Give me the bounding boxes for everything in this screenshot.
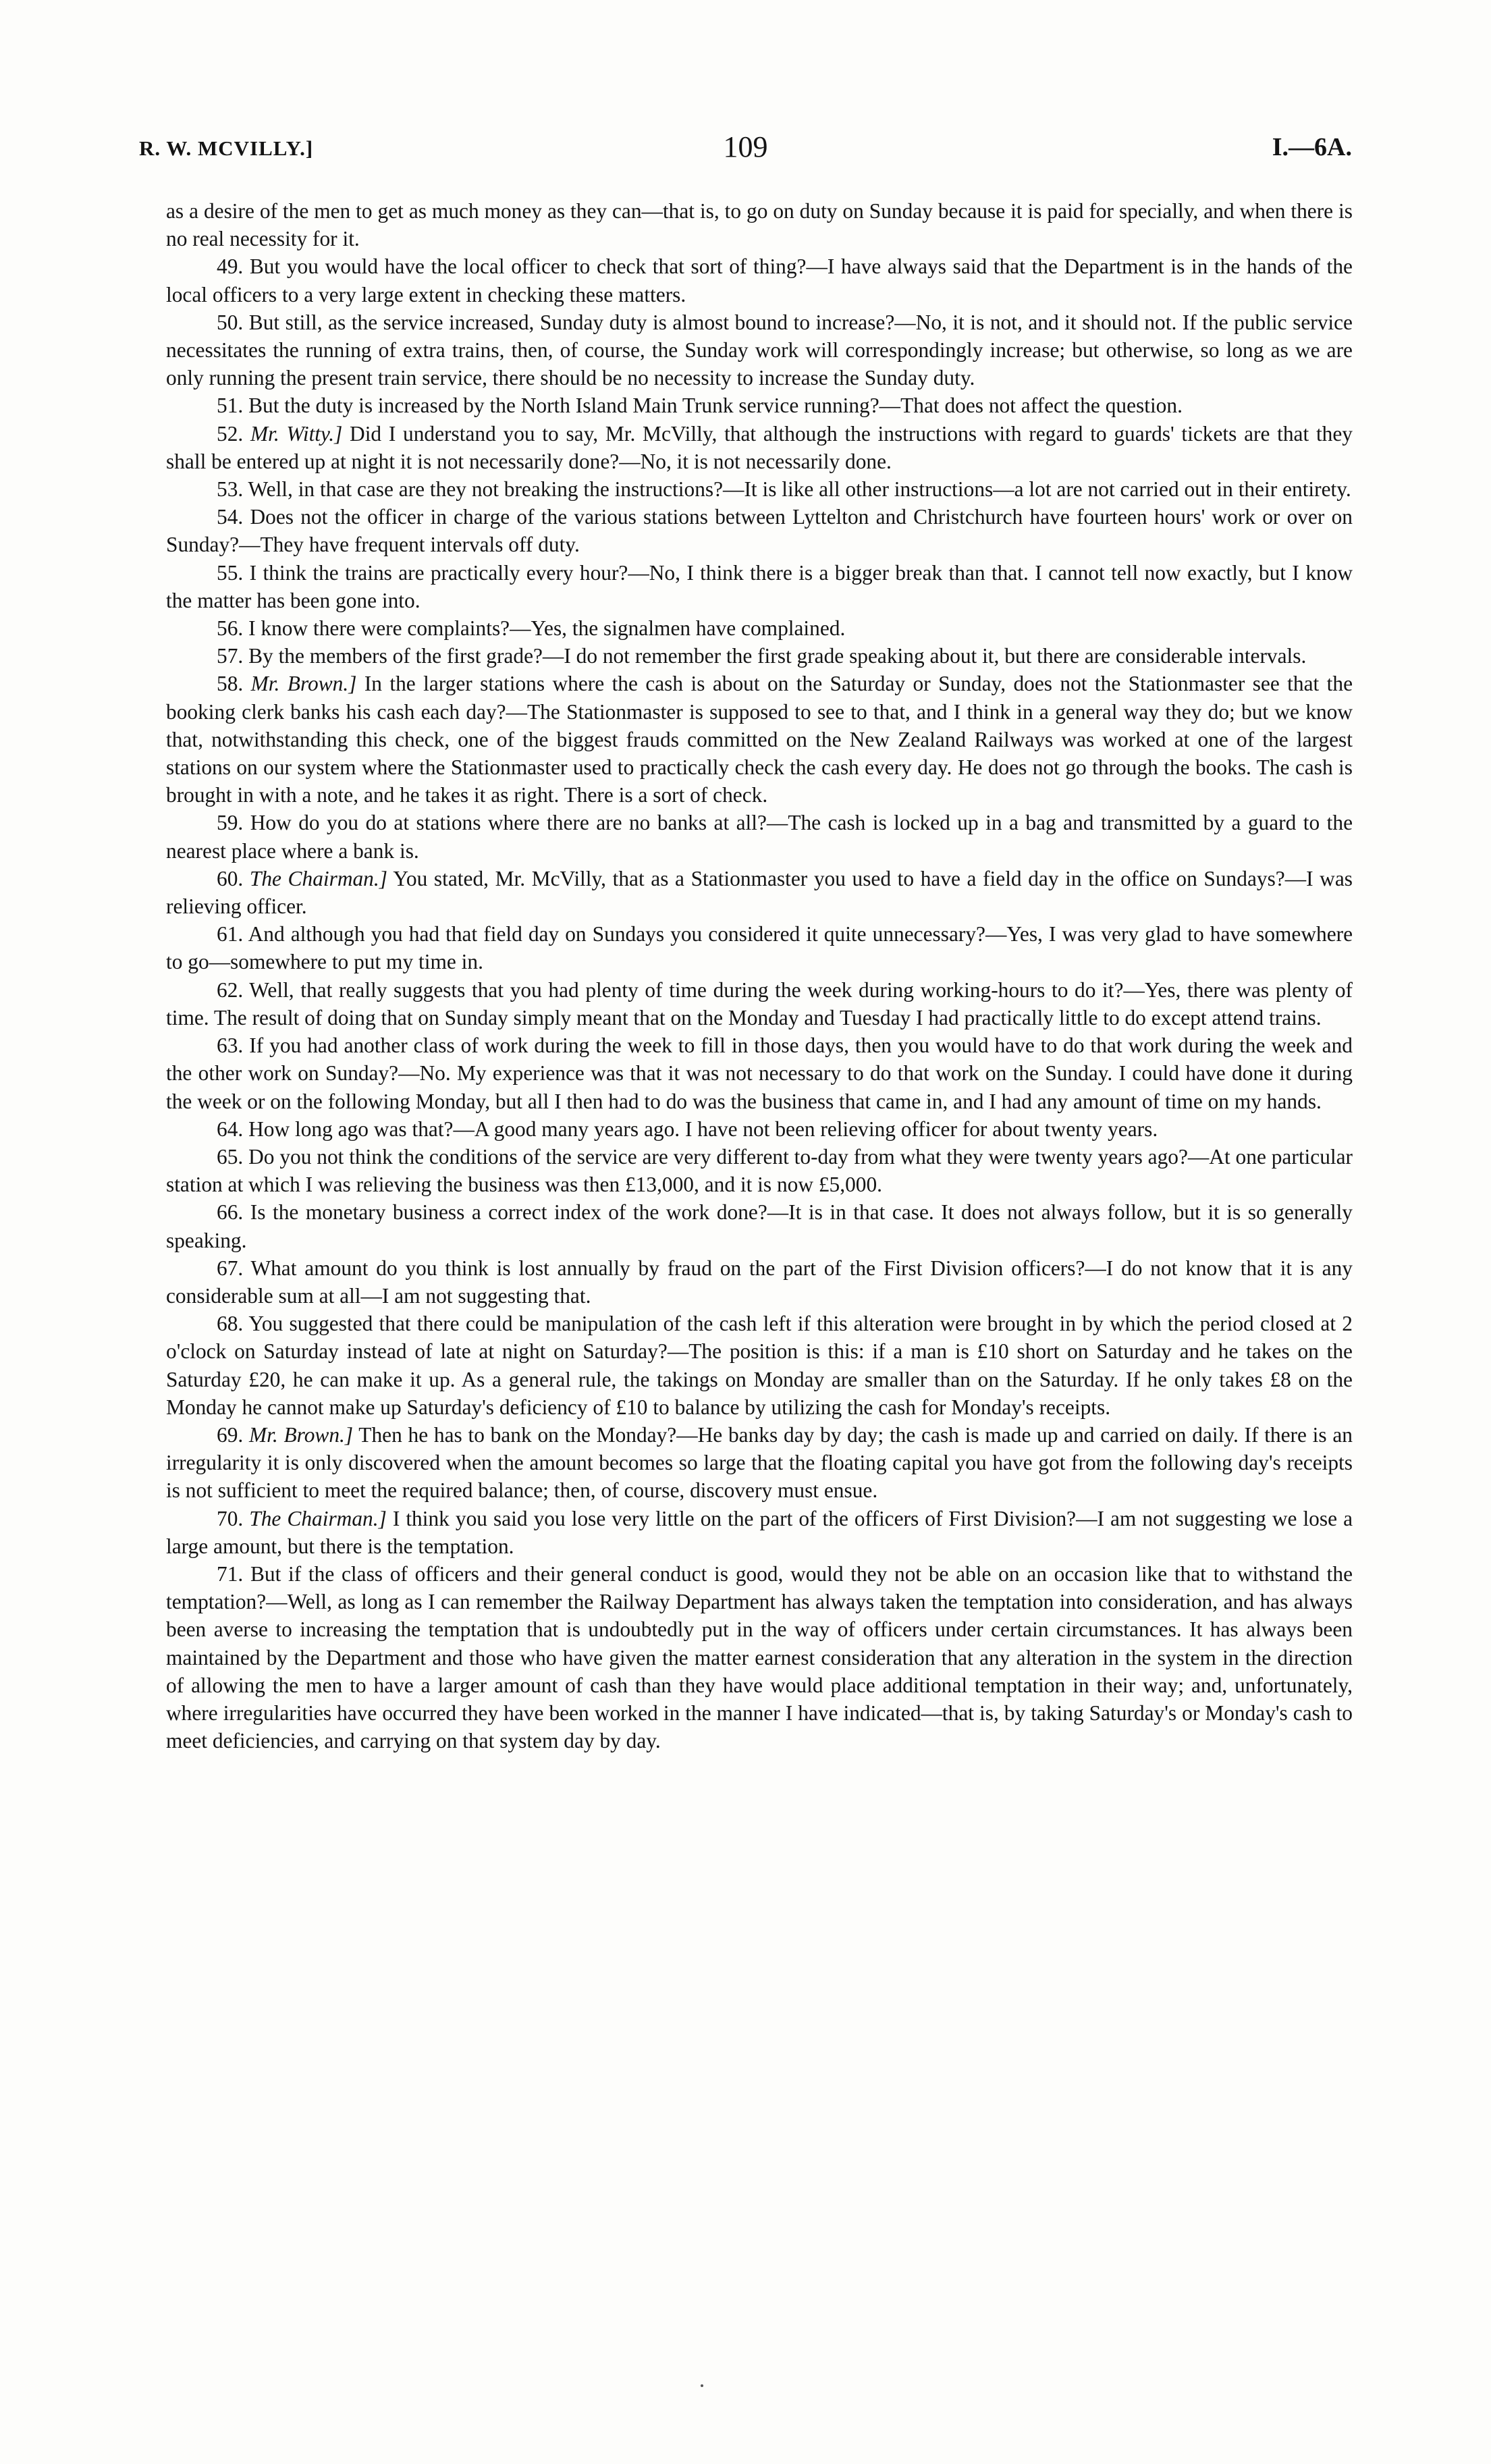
paragraph: 53. Well, in that case are they not breaking the instructions?—It is like all other instructions—a lot are not carried out in their entirety. [217,477,1351,502]
paragraph: 71. But if the class of officers and their general conduct is good, would they not be able on an occasion like that to withstand the temptation?—Well, as long as I can remember the Railway Department has always taken the temptation into consideration, and has always been averse to increasing the temptation that is undoubtedly put in the way of officers under certain circumstances. It has always been maintained by the Department and those who have given the matter earnest consideration that any alteration in the system in the direction of allowing the men to have a larger amount of cash than they have would place additional temptation in their way; and, unfortunately, where irregularities have occurred they have been worked in the manner I have indicated—that is, by taking Saturday's or Monday's cash to meet deficiencies, and carrying on that system day by day. [166,1561,1353,1753]
paragraph: 49. But you would have the local officer to check that sort of thing?—I have always said that the Department is in the hands of the local officers to a very large extent in checking these matters. [166,255,1353,306]
paragraph: 59. How do you do at stations where there are no banks at all?—The cash is locked up in a bag and transmitted by a guard to the nearest place where a bank is. [166,811,1353,863]
paragraph: 56. I know there were complaints?—Yes, the signalmen have complained. [217,616,846,641]
page-number: 109 [723,130,768,163]
paragraph: 55. I think the trains are practically every hour?—No, I think there is a bigger break than that. I cannot tell now exactly, but I know the matter has been gone into. [166,560,1353,612]
page-header [135,127,1356,174]
paragraph: 65. Do you not think the conditions of the service are very different to-day from what they were twenty years ago?—At one particular station at which I was relieving the business was then £13,000, and it is now £5,000. [166,1144,1353,1197]
paragraph: 67. What amount do you think is lost annually by fraud on the part of the First Division officers?—I do not know that it is any considerable sum at all—I am not suggesting that. [166,1256,1353,1308]
paragraph: 54. Does not the officer in charge of the various stations between Lyttelton and Christchurch have fourteen hours' work or over on Sunday?—They have frequent intervals off duty. [166,505,1353,557]
paragraph: 58. Mr. Brown.] In the larger stations where the cash is about on the Saturday or Sunday, does not the Stationmaster see that the booking clerk banks his cash each day?—The Stationmaster is supposed to see to that, and I think in a general way they do; but we know that, notwithstanding this check, one of the biggest frauds committed on the New Zealand Railways was worked at one of the largest stations on our system where the Stationmaster used to practically check the cash every day. He does not go through the books. The cash is brought in with a note, and he takes it as right. There is a sort of check. [166,672,1353,807]
paragraph: 70. The Chairman.] I think you said you lose very little on the part of the officers of First Division?—I am not suggesting we lose a large amount, but there is the temptation. [166,1506,1353,1558]
paragraph: 64. How long ago was that?—A good many years ago. I have not been relieving officer for about twenty years. [217,1117,1158,1141]
paragraph: 61. And although you had that field day on Sundays you considered it quite unnecessary?—Yes, I was very glad to have somewhere to go—somewhere to put my time in. [166,922,1353,974]
paragraph: as a desire of the men to get as much money as they can—that is, to go on duty on Sunday because it is paid for specially, and when there is no real necessity for it. [166,199,1353,251]
testimony-body [166,197,1353,1755]
paragraph: 60. The Chairman.] You stated, Mr. McVilly, that as a Stationmaster you used to have a field day in the office on Sundays?—I was relieving officer. [166,866,1353,919]
paragraph: 51. But the duty is increased by the North Island Main Trunk service running?—That does not affect the question. [217,394,1183,418]
scan-speck [701,2384,703,2387]
witness-name: R. W. MCVILLY.] [139,136,314,160]
paragraph: 68. You suggested that there could be manipulation of the cash left if this alteration were brought in by which the period closed at 2 o'clock on Saturday instead of late at night on Saturday?—The position is this: if a man is £10 short on Saturday and he takes on the Saturday £20, he can make it up. As a general rule, the takings on Monday are smaller than on the Saturday. If he only takes £8 on the Monday he cannot make up Saturday's deficiency of £10 to balance by utilizing the cash for Monday's receipts. [166,1312,1353,1419]
paragraph: 69. Mr. Brown.] Then he has to bank on the Monday?—He banks day by day; the cash is made up and carried on daily. If there is an irregularity it is only discovered when the amount becomes so large that the floating capital you have got from the following day's receipts is not sufficient to meet the required balance; then, of course, discovery must ensue. [166,1422,1353,1503]
paragraph: 63. If you had another class of work during the week to fill in those days, then you would have to do that work during the week and the other work on Sunday?—No. My experience was that it was not necessary to do that work on the Sunday. I could have done it during the week or on the following Monday, but all I then had to do was the business that came in, and I had any amount of time on my hands. [166,1034,1353,1113]
document-reference: I.—6A. [1272,133,1352,161]
paragraph: 57. By the members of the first grade?—I do not remember the first grade speaking about it, but there are considerable intervals. [217,644,1307,668]
paragraph: 52. Mr. Witty.] Did I understand you to say, Mr. McVilly, that although the instructions with regard to guards' tickets are that they shall be entered up at night it is not necessarily done?—No, it is not necessarily done. [166,421,1353,473]
paragraph: 66. Is the monetary business a correct index of the work done?—It is in that case. It does not always follow, but it is so generally speaking. [166,1200,1353,1252]
paragraph: 62. Well, that really suggests that you had plenty of time during the week during working-hours to do it?—Yes, there was plenty of time. The result of doing that on Sunday simply meant that on the Monday and Tuesday I had practically little to do except attend trains. [166,977,1353,1029]
paragraph: 50. But still, as the service increased, Sunday duty is almost bound to increase?—No, it is not, and it should not. If the public service necessitates the running of extra trains, then, of course, the Sunday work will correspondingly increase; but otherwise, so long as we are only running the present train service, there should be no necessity to increase the Sunday duty. [166,310,1353,390]
